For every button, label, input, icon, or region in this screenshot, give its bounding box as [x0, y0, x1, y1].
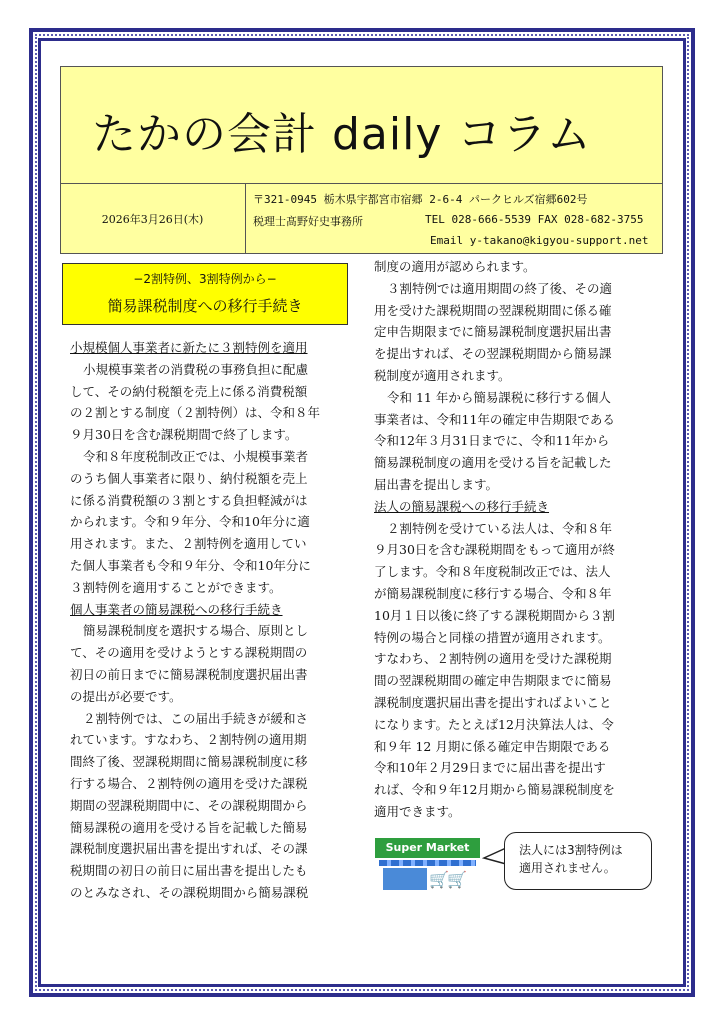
body-text-line: ３割特例では適用期間の終了後、その適	[387, 280, 613, 296]
body-text-line: の提出が必要です。	[70, 688, 182, 704]
section-heading: 法人の簡易課税への移行手続き	[374, 498, 550, 514]
body-text-line: ９月30日を含む課税期間で終了します。	[70, 427, 298, 443]
office-name: 税理士髙野好史事務所	[253, 215, 363, 228]
body-text-line: 用を受けた課税期間の翌課税期間に係る確	[374, 302, 612, 318]
body-text-line: かられます。令和９年分、令和10年分に適	[70, 514, 310, 530]
body-text-line: 特例の場合と同様の措置が適用されます。	[374, 629, 611, 645]
body-text-line: 間終了後、翌課税期間に簡易課税制度に移	[70, 754, 308, 770]
body-text-line: ２割特例を受けている法人は、令和８年	[387, 520, 613, 536]
cart-icon: 🛒	[429, 870, 449, 889]
office-email: Email y-takano@kigyou-support.net	[430, 234, 649, 247]
body-text-line: 課税制度選択届出書を提出すれば、その課	[70, 841, 308, 857]
office-address: 〒321-0945 栃木県宇都宮市宿郷 2-6-4 パークヒルズ宿郷602号	[253, 193, 588, 206]
subtitle-small: −2割特例、3割特例から−	[133, 272, 277, 286]
body-text-line: 10月１日以後に終了する課税期間から３割	[374, 607, 615, 623]
section-heading: 個人事業者の簡易課税への移行手続き	[70, 601, 283, 617]
body-text-line: 税制度が適用されます。	[374, 368, 511, 383]
body-text-line: ３割特例を適用することができます。	[70, 579, 282, 595]
body-text-line: 届出書を提出します。	[374, 477, 499, 492]
office-phone: TEL 028-666-5539 FAX 028-682-3755	[425, 213, 644, 226]
body-text-line: 税期間の初日の前日に届出書を提出したも	[70, 863, 308, 879]
subtitle-box	[62, 263, 348, 325]
body-text-line: 課税制度選択届出書を提出すればよいこと	[374, 695, 612, 710]
body-text-line: 簡易課税制度を選択する場合、原則とし	[83, 623, 309, 639]
store-sign: Super Market	[375, 838, 480, 858]
body-text-line: れています。すなわち、２割特例の適用期	[70, 732, 307, 748]
cart-icon: 🛒	[447, 870, 467, 889]
bubble-line: 適用されません。	[519, 861, 616, 875]
body-text-line: 簡易課税制度の適用を受ける旨を記載した	[374, 455, 612, 471]
body-text-line: 行する場合、２割特例の適用を受けた課税	[70, 776, 308, 791]
body-text-line: 令和 11 年から簡易課税に移行する個人	[387, 389, 611, 405]
body-text-line: のとみなされ、その課税期間から簡易課税	[70, 885, 309, 900]
supermarket-illustration	[375, 838, 480, 892]
body-text-line: ２割特例では、この届出手続きが緩和さ	[83, 710, 309, 726]
body-text-line: ９月30日を含む課税期間をもって適用が終	[374, 542, 615, 558]
body-text-line: のうち個人事業者に限り、納付税額を売上	[70, 470, 308, 486]
body-text-line: 定申告期限までに簡易課税制度選択届出書	[374, 324, 612, 340]
body-text-line: して、その納付税額を売上に係る消費税額	[70, 383, 308, 399]
body-text-line: 事業者は、令和11年の確定申告期限である	[374, 411, 615, 427]
body-text-line: 了します。令和８年度税制改正では、法人	[374, 564, 611, 580]
body-text-line: 期間の翌課税期間中に、その課税期間から	[70, 797, 308, 813]
body-text-line: 和９年 12 月期に係る確定申告期限である	[374, 738, 611, 754]
body-text-line: 小規模事業者の消費税の事務負担に配慮	[83, 361, 309, 377]
body-text-line: た個人事業者も令和９年分、令和10年分に	[70, 558, 311, 573]
speech-bubble	[504, 832, 652, 890]
body-text-line: 令和12年３月31日までに、令和11年から	[374, 433, 610, 449]
store-front	[383, 868, 427, 890]
body-text-line: 制度の適用が認められます。	[374, 259, 536, 274]
body-text-line: て、その適用を受けようとする課税期間の	[70, 645, 308, 661]
body-text-line: の２割とする制度（２割特例）は、令和８年	[70, 405, 321, 421]
subtitle-main: 簡易課税制度への移行手続き	[107, 297, 303, 315]
body-text-line: 初日の前日までに簡易課税制度選択届出書	[70, 667, 308, 682]
store-awning	[379, 860, 476, 866]
body-text-line: が簡易課税制度に移行する場合、令和８年	[374, 586, 612, 601]
page-title: たかの会計 daily コラム	[92, 109, 592, 160]
issue-date: 2026年3月26日(木)	[60, 184, 246, 254]
body-text-line: すなわち、２割特例の適用を受けた課税期	[374, 651, 612, 667]
body-text-line: 令和８年度税制改正では、小規模事業者	[83, 449, 309, 464]
body-text-line: 簡易課税の適用を受ける旨を記載した簡易	[70, 819, 308, 835]
body-text-line: れば、令和９年12月期から簡易課税制度を	[374, 782, 615, 798]
section-heading: 小規模個人事業者に新たに３割特例を適用	[70, 340, 308, 355]
body-text-line: になります。たとえば12月決算法人は、令	[374, 716, 614, 732]
body-text-line: に係る消費税額の３割とする負担軽減がは	[70, 492, 308, 508]
body-text-line: 適用できます。	[374, 804, 461, 819]
body-text-line: 令和10年２月29日までに届出書を提出す	[374, 760, 606, 776]
bubble-line: 法人には3割特例は	[519, 843, 623, 857]
body-text-line: 用されます。また、２割特例を適用してい	[70, 536, 307, 552]
body-text-line: 間の翌課税期間の確定申告期限までに簡易	[374, 673, 612, 689]
body-text-line: を提出すれば、その翌課税期間から簡易課	[374, 346, 612, 362]
